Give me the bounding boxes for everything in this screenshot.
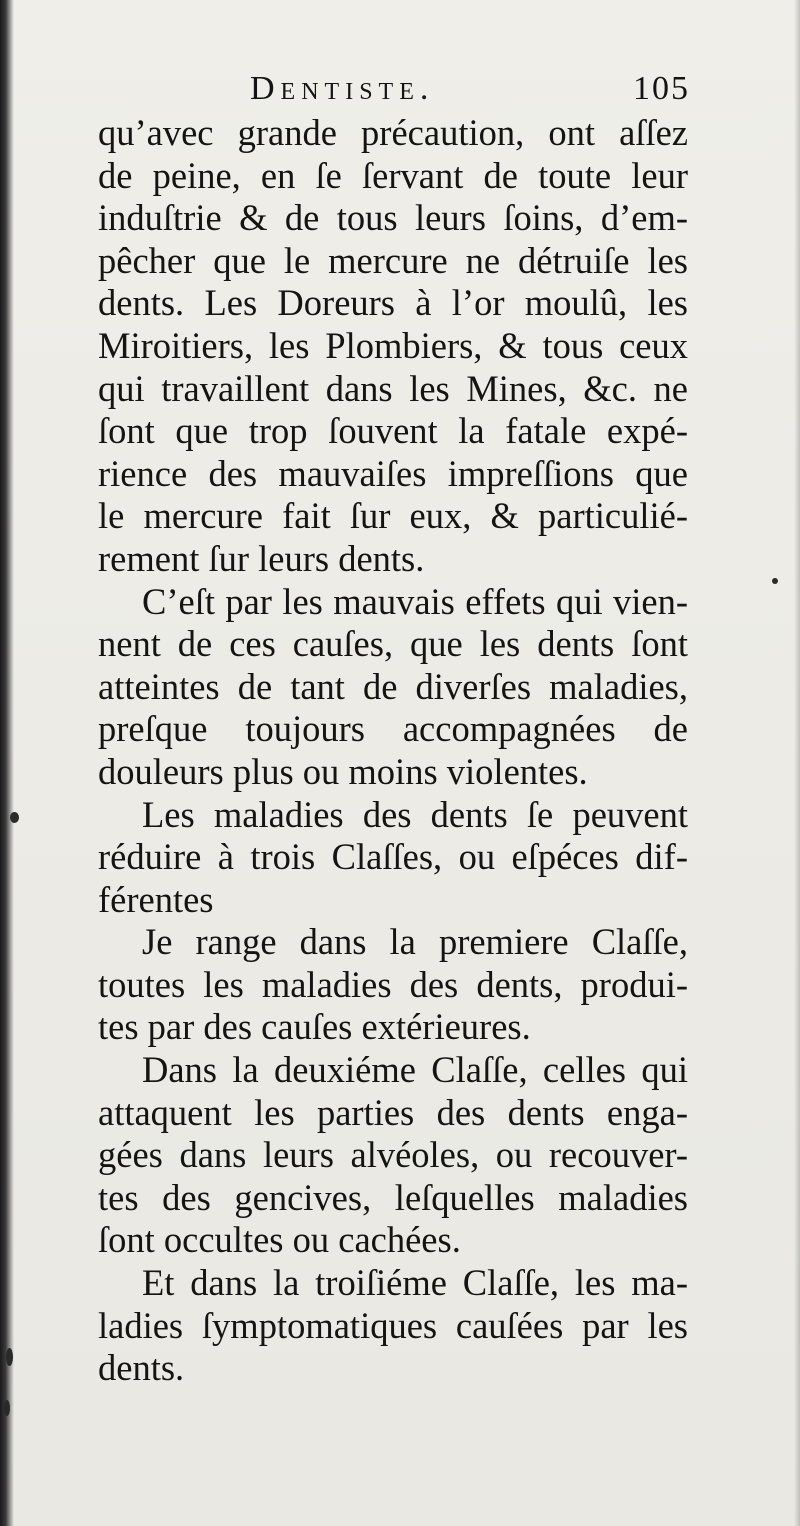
text-line: ladies ſymptomatiques cauſées par les [98,1304,688,1346]
text-line: rience des mauvaiſes impreſſions que [98,452,688,494]
text-line: nent de ces cauſes, que les dents ſont [98,623,688,665]
text-line: preſque toujours accompagnées de [98,708,688,750]
text-line: le mercure fait ſur eux, & particulié- [98,495,688,537]
text-line: induſtrie & de tous leurs ſoins, d’em- [98,197,688,239]
text-line: tes par des cauſes extérieures. [98,1006,531,1048]
text-line: Miroitiers, les Plombiers, & tous ceux [98,324,688,366]
text-line: férentes [98,878,214,920]
text-line: Et dans la troiſiéme Claſſe, les ma- [142,1262,688,1304]
text-line: dents. [98,1347,185,1389]
ink-speck [10,812,19,823]
text-line: atteintes de tant de diverſes maladies, [98,665,688,707]
running-title: Dentiste. [250,70,435,107]
running-head [250,66,690,112]
text-line: pêcher que le mercure ne détruiſe les [98,239,688,281]
ink-speck [6,1348,13,1366]
text-line: Dans la deuxiéme Claſſe, celles qui [142,1049,688,1091]
text-line: rement ſur leurs dents. [98,537,425,579]
binding-edge [0,0,14,1526]
text-line: ſont que trop ſouvent la fatale expé- [98,410,688,452]
text-line: Les maladies des dents ſe peuvent [142,793,688,835]
text-line: Je range dans la premiere Claſſe, [142,921,688,963]
text-line: gées dans leurs alvéoles, ou recouver- [98,1134,688,1176]
text-line: qui travaillent dans les Mines, &c. ne [98,367,688,409]
text-line: réduire à trois Claſſes, ou eſpéces dif- [98,836,688,878]
page-number: 105 [633,70,690,107]
ink-speck [4,1400,10,1416]
text-line: tes des gencives, leſquelles maladies [98,1176,688,1218]
text-line: toutes les maladies des dents, produi- [98,963,688,1005]
text-line: attaquent les parties des dents enga- [98,1091,688,1133]
page-edge-shadow [794,0,800,1526]
text-line: dents. Les Doreurs à l’or moulû, les [98,282,688,324]
text-line: douleurs plus ou moins violentes. [98,750,588,792]
body-text [98,112,688,1390]
text-line: ſont occultes ou cachées. [98,1219,461,1261]
text-line: de peine, en ſe ſervant de toute leur [98,154,688,196]
text-line: C’eſt par les mauvais effets qui vien- [142,580,688,622]
text-line: qu’avec grande précaution, ont aſſez [98,112,688,153]
ink-speck [772,578,778,584]
